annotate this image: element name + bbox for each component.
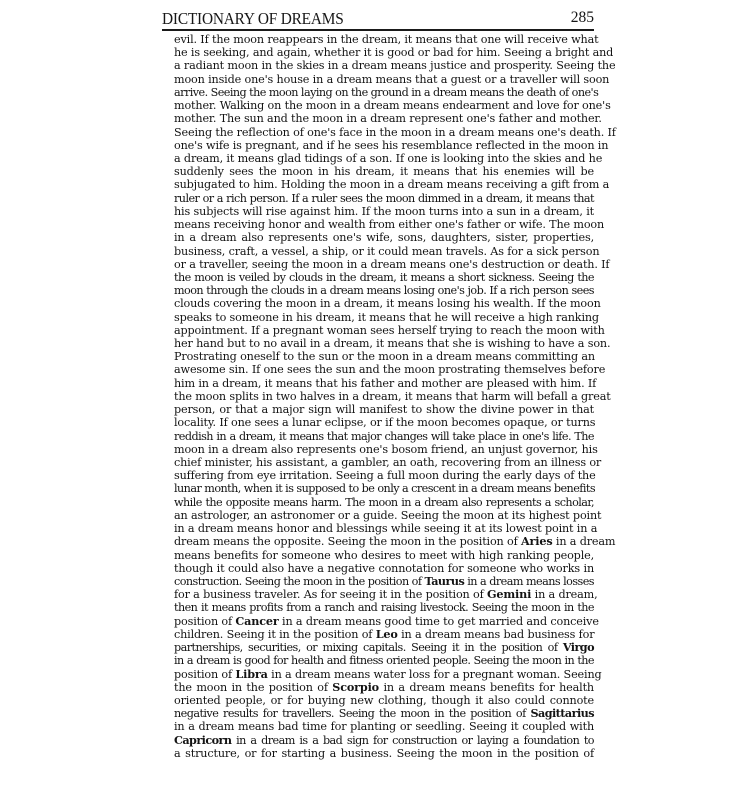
text-line xyxy=(174,85,599,99)
text-line xyxy=(174,178,610,192)
zodiac-term: Taurus xyxy=(424,573,465,588)
text-line xyxy=(174,628,594,641)
text-line xyxy=(174,165,594,178)
text-segment: evil. If the moon reappears in the dream, it means that one will receive what xyxy=(174,33,599,46)
text-line xyxy=(174,416,594,429)
text-segment: in a dream means losses xyxy=(464,574,594,588)
text-segment: in a dream is good for health and fitness oriented people. Seeing the moon in the xyxy=(174,654,594,668)
text-segment: for a business traveler. As for seeing it in the position of xyxy=(174,588,487,602)
text-segment: children. Seeing it in the position of xyxy=(174,627,376,641)
page-number: 285 xyxy=(570,9,594,26)
text-segment: while the opposite means harm. The moon in a dream also represents a scholar, xyxy=(174,495,594,509)
text-segment: awesome sin. If one sees the sun and the moon prostrating themselves before xyxy=(174,363,606,377)
zodiac-term: Libra xyxy=(235,666,268,681)
text-segment: appointment. If a pregnant woman sees herself trying to reach the moon with xyxy=(174,323,605,337)
text-segment: Prostrating oneself to the sun or the moon in a dream means committing an xyxy=(174,350,595,364)
text-line xyxy=(174,112,602,126)
zodiac-term: Scorpio xyxy=(332,679,379,694)
text-segment: he is seeking, and again, whether it is good or bad for him. Seeing a bright and xyxy=(174,46,614,60)
running-head xyxy=(162,9,594,29)
text-line xyxy=(174,508,602,522)
text-segment: the moon is veiled by clouds in the dream, it means a short sickness. Seeing the xyxy=(174,270,594,284)
text-line xyxy=(174,192,594,205)
text-segment: his subjects will rise against him. If the moon turns into a sun in a dream, it xyxy=(174,204,594,218)
text-segment: in a dream means good time to get married and conceive xyxy=(278,614,599,628)
text-line xyxy=(174,376,597,390)
text-line xyxy=(174,125,616,139)
text-segment: in a dream xyxy=(552,535,616,549)
text-segment: in a dream means benefits for health xyxy=(379,680,594,694)
text-line xyxy=(174,534,616,549)
text-segment: Seeing the reflection of one's face in the moon in a dream means one's death. If xyxy=(174,125,616,139)
text-segment: the moon in the position of xyxy=(174,680,333,694)
text-line xyxy=(174,138,609,152)
zodiac-term: Leo xyxy=(375,626,398,641)
text-segment: in a dream means bad time for planting or seedling. Seeing it coupled with xyxy=(174,720,594,734)
zodiac-term: Capricorn xyxy=(174,732,232,747)
text-segment: mother. The sun and the moon in a dream represent one's father and mother. xyxy=(174,112,602,126)
text-line xyxy=(174,271,594,284)
text-line xyxy=(174,681,594,694)
body-text xyxy=(174,33,616,760)
text-line xyxy=(174,59,616,73)
text-segment: arrive. Seeing the moon laying on the ground in a dream means the death of one's xyxy=(174,85,599,99)
text-line xyxy=(174,231,594,244)
text-line xyxy=(174,403,594,416)
text-segment: speaks to someone in his dream, it means that he will receive a high ranking xyxy=(174,310,599,324)
text-segment: in a dream means water loss for a pregnant woman. Seeing xyxy=(267,667,602,681)
text-segment: in a dream also represents one's wife, sons, daughters, sister, properties, xyxy=(174,231,594,245)
text-line xyxy=(174,151,603,165)
text-line xyxy=(174,363,606,377)
text-segment: ruler or a rich person. If a ruler sees the moon dimmed in a dream, it means that xyxy=(174,191,594,205)
text-line xyxy=(174,323,605,337)
text-line xyxy=(174,456,602,469)
text-segment: an astrologer, an astronomer or a guide. Seeing the moon at its highest point xyxy=(174,508,602,522)
text-segment: position of xyxy=(174,614,236,628)
text-segment: in a dream is a bad sign for construction or laying a foundation to xyxy=(231,733,594,747)
text-segment: suffering from eye irritation. Seeing a full moon during the early days of the xyxy=(174,469,596,483)
running-title: DICTIONARY OF DREAMS xyxy=(162,9,344,28)
text-line xyxy=(174,205,594,218)
header-rule xyxy=(162,29,594,31)
text-line xyxy=(174,310,599,324)
text-line xyxy=(174,747,594,760)
text-segment: then it means profits from a ranch and raising livestock. Seeing the moon in the xyxy=(174,601,594,615)
text-segment: in a dream means honor and blessings while seeing it at its lowest point in a xyxy=(174,522,598,536)
zodiac-term: Gemini xyxy=(487,587,532,602)
text-line xyxy=(174,469,594,482)
text-line xyxy=(174,707,594,720)
zodiac-term: Sagittarius xyxy=(530,706,594,721)
text-segment: chief minister, his assistant, a gambler, an oath, recovering from an illness or xyxy=(174,456,602,469)
text-segment: dream means the opposite. Seeing the moon in the position of xyxy=(174,535,521,549)
text-line xyxy=(174,46,614,60)
zodiac-term: Cancer xyxy=(235,613,279,628)
text-line xyxy=(174,33,599,46)
text-line xyxy=(174,562,594,575)
text-segment: the moon splits in two halves in a dream, it means that harm will befall a great xyxy=(174,389,611,403)
text-line xyxy=(174,284,594,297)
text-line xyxy=(174,218,605,232)
text-segment: a dream, it means glad tidings of a son. If one is looking into the skies and he xyxy=(174,151,603,165)
text-segment: subjugated to him. Holding the moon in a dream means receiving a gift from a xyxy=(174,178,610,192)
text-segment: mother. Walking on the moon in a dream means endearment and love for one's xyxy=(174,99,611,113)
text-line xyxy=(174,496,594,509)
text-line xyxy=(174,244,600,258)
text-line xyxy=(174,482,594,495)
text-segment: clouds covering the moon in a dream, it means losing his wealth. If the moon xyxy=(174,297,601,311)
text-line xyxy=(174,734,594,747)
text-segment: negative results for travellers. Seeing the moon in the position of xyxy=(174,707,531,721)
text-line xyxy=(174,350,594,363)
text-line xyxy=(174,641,594,654)
text-segment: oriented people, or for buying new clothing, though it also could connote xyxy=(174,693,594,707)
text-segment: moon through the clouds in a dream means losing one's job. If a rich person sees xyxy=(174,284,594,298)
text-segment: reddish in a dream, it means that major changes will take place in one's life. The xyxy=(174,429,594,443)
text-segment: though it could also have a negative connotation for someone who works in xyxy=(174,561,594,575)
text-line xyxy=(174,549,594,562)
text-segment: means receiving honor and wealth from either one's father or wife. The moon xyxy=(174,218,605,232)
text-line xyxy=(174,666,602,681)
text-line xyxy=(174,389,611,403)
text-line xyxy=(174,297,601,311)
text-segment: moon inside one's house in a dream means that a guest or a traveller will soon xyxy=(174,72,610,86)
text-line xyxy=(174,720,594,733)
text-segment: in a dream, xyxy=(531,588,598,602)
text-segment: suddenly sees the moon in his dream, it means that his enemies will be xyxy=(174,165,594,179)
text-line xyxy=(174,587,598,602)
text-segment: her hand but to no avail in a dream, it means that she is wishing to have a son. xyxy=(174,337,611,351)
text-segment: construction. Seeing the moon in the position of xyxy=(174,574,425,588)
text-segment: position of xyxy=(174,667,236,681)
text-segment: business, craft, a vessel, a ship, or it could mean travels. As for a sick person xyxy=(174,244,600,258)
book-page xyxy=(162,0,616,790)
text-segment: moon in a dream also represents one's bosom friend, an unjust governor, his xyxy=(174,442,598,456)
text-line xyxy=(174,257,610,271)
text-line xyxy=(174,72,610,86)
text-segment: in a dream means bad business for xyxy=(397,627,595,641)
text-segment: a structure, or for starting a business. Seeing the moon in the position of xyxy=(174,746,594,760)
text-segment: means benefits for someone who desires to meet with high ranking people, xyxy=(174,548,594,562)
text-segment: person, or that a major sign will manifest to show the divine power in that xyxy=(174,403,594,417)
text-line xyxy=(174,337,611,351)
text-line xyxy=(174,442,598,456)
text-segment: him in a dream, it means that his father and mother are pleased with him. If xyxy=(174,376,597,390)
text-segment: locality. If one sees a lunar eclipse, or if the moon becomes opaque, or turns xyxy=(174,416,596,430)
text-segment: lunar month, when it is supposed to be only a crescent in a dream means benefits xyxy=(174,482,596,496)
zodiac-term: Virgo xyxy=(562,640,594,655)
zodiac-term: Aries xyxy=(521,534,553,549)
text-segment: partnerships, securities, or mixing capitals. Seeing it in the position of xyxy=(174,641,563,655)
text-line xyxy=(174,99,611,113)
text-segment: a radiant moon in the skies in a dream means justice and prosperity. Seeing the xyxy=(174,59,616,73)
text-segment: or a traveller, seeing the moon in a dream means one's destruction or death. If xyxy=(174,257,610,271)
text-line xyxy=(174,430,594,443)
text-segment: one's wife is pregnant, and if he sees his resemblance reflected in the moon in xyxy=(174,138,609,152)
